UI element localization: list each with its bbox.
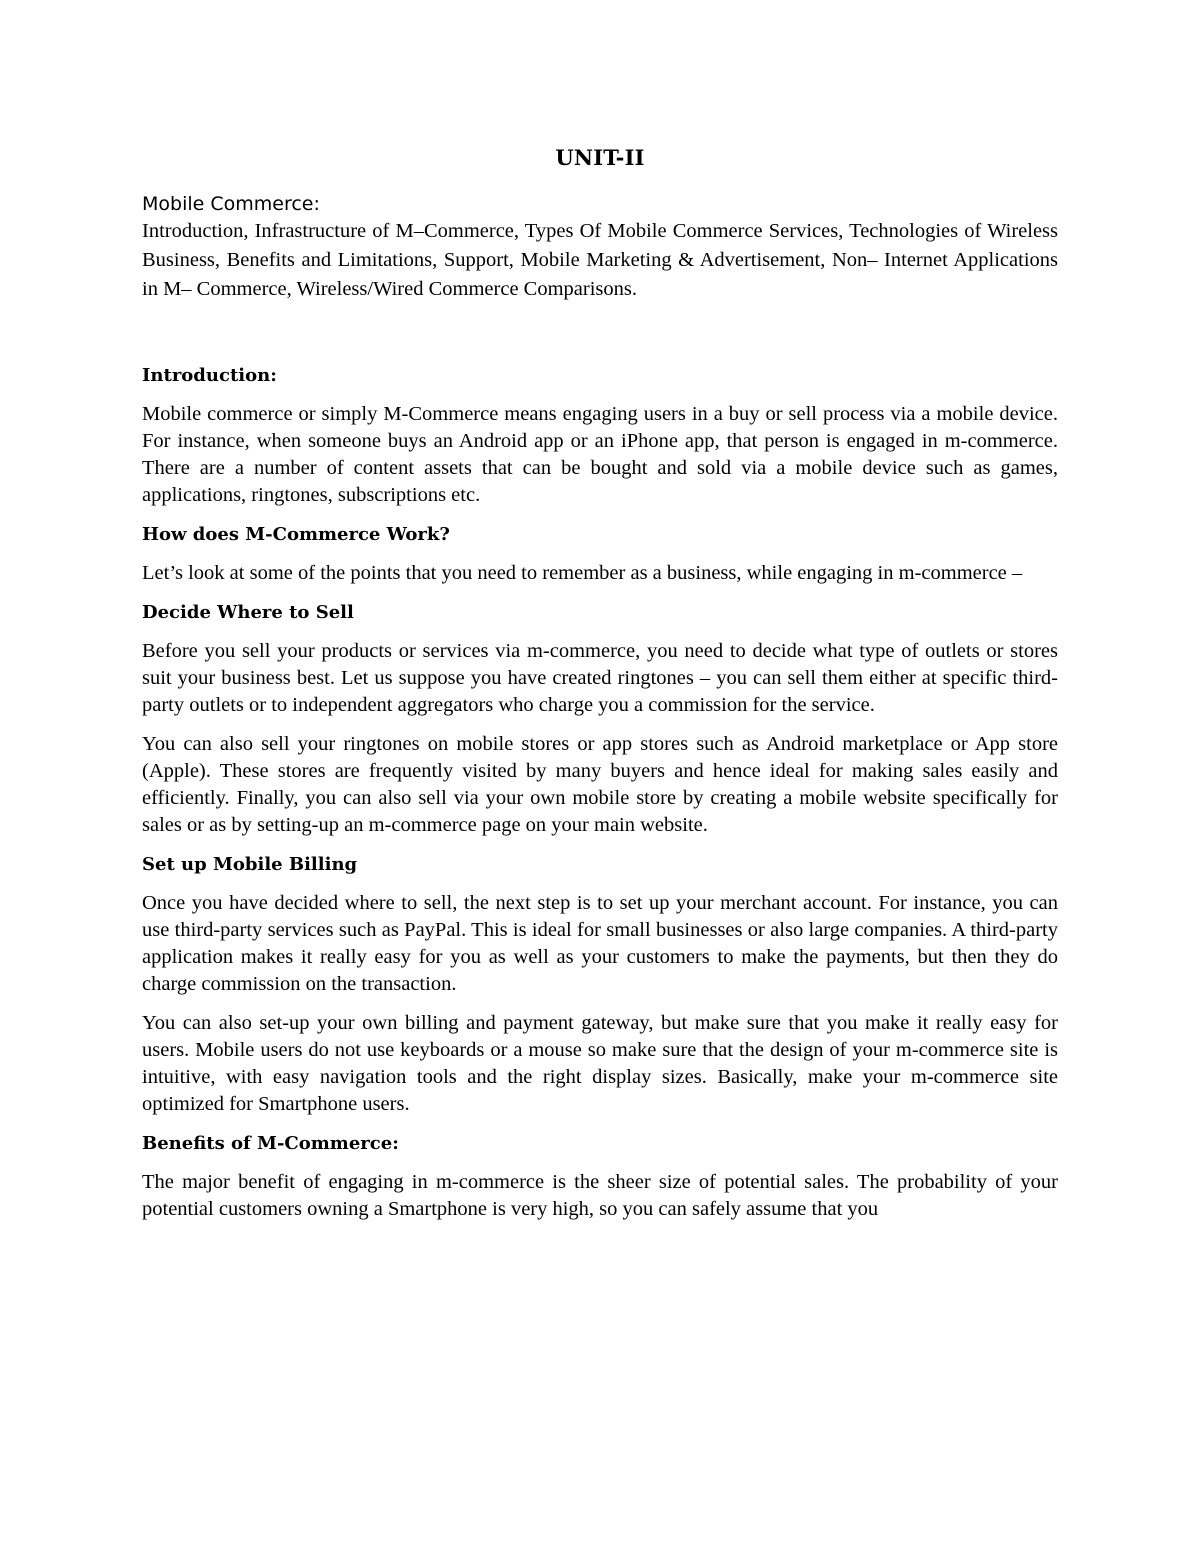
- paragraph: Once you have decided where to sell, the next step is to set up your merchant account. For instance, you can use third-party services such as PayPal. This is ideal for small businesses or also large companies. A third-party application makes it really easy for you as well as your customers to make the payments, but then they do charge commission on the transaction.: [142, 892, 1058, 995]
- syllabus-topics: Introduction, Infrastructure of M–Commerce, Types Of Mobile Commerce Services, Technologies of Wireless Business, Benefits and Limitations, Support, Mobile Marketing & Advertisement, Non– Internet Applications in M– Commerce, Wireless/Wired Commerce Comparisons.: [142, 220, 1058, 300]
- section-set-up-mobile-billing: [142, 851, 1058, 1118]
- section-heading: Benefits of M-Commerce:: [142, 1133, 399, 1154]
- section-benefits-of-m-commerce: [142, 1130, 1058, 1223]
- section-introduction: [142, 362, 1058, 509]
- section-decide-where-to-sell: [142, 599, 1058, 839]
- section-how-does-m-commerce-work: [142, 521, 1058, 587]
- section-heading: Set up Mobile Billing: [142, 854, 358, 875]
- section-heading: Decide Where to Sell: [142, 602, 354, 623]
- section-heading: Introduction:: [142, 365, 277, 386]
- paragraph: You can also sell your ringtones on mobile stores or app stores such as Android marketplace or App store (Apple). These stores are frequently visited by many buyers and hence ideal for making sales easily and efficiently. Finally, you can also sell via your own mobile store by creating a mobile website specifically for sales or as by setting-up an m-commerce page on your main website.: [142, 733, 1058, 836]
- unit-title: UNIT-II: [555, 145, 645, 170]
- paragraph: You can also set-up your own billing and payment gateway, but make sure that you make it really easy for users. Mobile users do not use keyboards or a mouse so make sure that the design of your m-commerce site is intuitive, with easy navigation tools and the right display sizes. Basically, make your m-commerce site optimized for Smartphone users.: [142, 1012, 1058, 1115]
- syllabus-heading: Mobile Commerce:: [142, 193, 320, 215]
- page-content: [142, 143, 1058, 1235]
- section-heading: How does M-Commerce Work?: [142, 524, 450, 545]
- paragraph: Mobile commerce or simply M-Commerce means engaging users in a buy or sell process via a mobile device. For instance, when someone buys an Android app or an iPhone app, that person is engaged in m-commerce. There are a number of content assets that can be bought and sold via a mobile device such as games, applications, ringtones, subscriptions etc.: [142, 403, 1058, 506]
- paragraph: Let’s look at some of the points that you need to remember as a business, while engaging in m-commerce –: [142, 562, 1023, 584]
- paragraph: Before you sell your products or services via m-commerce, you need to decide what type of outlets or stores suit your business best. Let us suppose you have created ringtones – you can sell them either at specific third-party outlets or to independent aggregators who charge you a commission for the service.: [142, 640, 1058, 716]
- paragraph: The major benefit of engaging in m-commerce is the sheer size of potential sales. The probability of your potential customers owning a Smartphone is very high, so you can safely assume that you: [142, 1171, 1058, 1220]
